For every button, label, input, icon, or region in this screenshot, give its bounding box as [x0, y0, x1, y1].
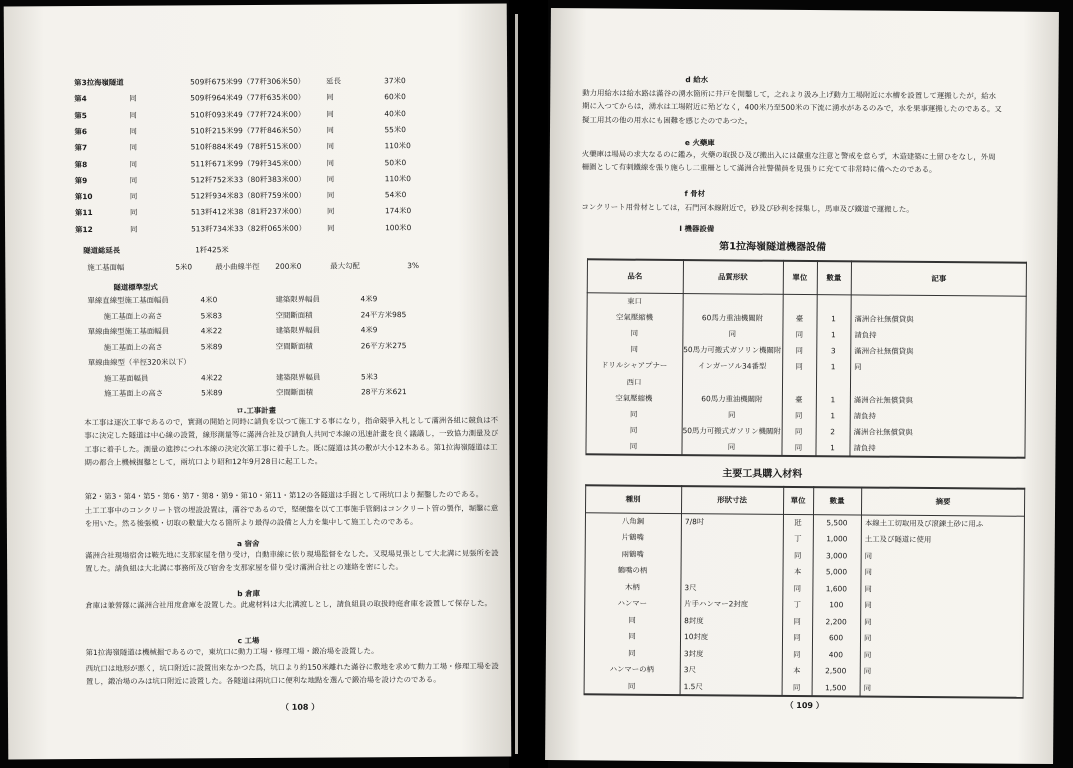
- total-label: 隧道総延長: [83, 245, 121, 256]
- equipment-cell: 滿洲合社無償貸與: [853, 395, 914, 405]
- standard-type-title: 隧道標準型式: [113, 282, 158, 292]
- materials-cell: 兩鶴嘴: [621, 549, 644, 559]
- materials-cell: 同: [793, 649, 801, 659]
- tunnel-list: [4, 3, 507, 234]
- materials-cell: 10封度: [683, 632, 709, 642]
- tunnel-length: 100米0: [385, 222, 412, 232]
- tunnel-ditto: 同: [129, 159, 138, 169]
- materials-cell: 2,200: [825, 616, 847, 627]
- tunnel-length-label: 同: [326, 141, 334, 151]
- tunnel-span: 511粁671米99（79粁345米00）: [190, 158, 306, 168]
- materials-cell: 1,600: [825, 583, 848, 594]
- materials-cell: 同: [793, 616, 801, 626]
- materials-cell: 同: [793, 583, 802, 593]
- equipment-cell: 臺: [795, 313, 804, 323]
- f-paragraph: コンクリート用骨材としては，石門河本線附近で，砂及び砂利を採集し，馬車及び鐵道で運搬した。: [581, 202, 914, 214]
- ro-title: ロ.工事計畫: [236, 405, 276, 416]
- materials-cell: 同: [864, 617, 872, 627]
- equipment-header-cell: 記事: [931, 273, 947, 283]
- tunnel-length: 40米0: [384, 108, 406, 118]
- materials-cell: 同: [628, 648, 636, 658]
- equipment-cell: 1: [831, 330, 836, 340]
- type-value: 5米83: [200, 310, 223, 320]
- equipment-cell: 請負持: [853, 411, 876, 421]
- right-page: [545, 8, 1059, 764]
- materials-header-cell: 種別: [625, 494, 641, 504]
- materials-cell: ハンマーの柄: [609, 664, 654, 675]
- tunnel-ditto: 同: [129, 126, 137, 136]
- type-key-2: 空間斷面積: [276, 387, 314, 397]
- equipment-cell: 同: [630, 328, 639, 338]
- materials-cell: 3封度: [683, 648, 704, 658]
- tunnel-length-label: 同: [326, 158, 335, 168]
- type-value-2: 26平方米275: [360, 340, 407, 350]
- equipment-cell: 2: [830, 427, 836, 437]
- materials-cell: ハンマー: [617, 598, 648, 609]
- tunnel-number: 第11: [74, 208, 93, 218]
- materials-cell: 片手ハンマー2封度: [684, 599, 749, 609]
- tunnel-span: 513粁734米33（82粁065米00）: [191, 223, 306, 234]
- type-name: 單線直線型施工基面幅員: [87, 295, 169, 306]
- equipment-cell: 東口: [627, 296, 643, 306]
- base-width-label: 施工基面幅: [87, 262, 125, 273]
- type-key-2: 空間斷面積: [275, 341, 313, 351]
- type-name: 施工基面上の高さ: [104, 388, 164, 398]
- equipment-cell: 同: [795, 410, 803, 421]
- equipment-cell: 1: [831, 314, 836, 324]
- equipment-cell: 請負持: [853, 443, 876, 453]
- right-page-number: （ 109 ）: [785, 700, 824, 711]
- tunnel-length: 60米0: [384, 92, 406, 102]
- tunnel-span: 510粁884米49（78粁515米00）: [190, 141, 306, 152]
- materials-cell: 土工及び隧道に使用: [864, 534, 932, 545]
- tunnel-length-label: 同: [327, 223, 335, 233]
- materials-cell: 100: [829, 600, 844, 610]
- equipment-cell: インガーソル34番型: [697, 361, 767, 372]
- equipment-cell: 滿洲合社無償貸與: [854, 346, 914, 357]
- materials-cell: 同: [628, 615, 636, 625]
- tunnel-number: 第9: [74, 175, 88, 185]
- materials-cell: 5,000: [825, 567, 848, 577]
- tunnel-span: 510粁093米49（77粁724米00）: [190, 109, 306, 119]
- tunnel-length: 174米0: [384, 206, 412, 216]
- equipment-right-rule: [1024, 262, 1027, 458]
- equipment-cell: 同: [630, 409, 638, 419]
- min-radius-label: 最小曲線半徑: [215, 261, 260, 272]
- total-value: 1粁425米: [195, 245, 229, 255]
- materials-cell: 400: [828, 649, 843, 660]
- d-title: d 給水: [685, 75, 709, 85]
- equipment-cell: 同: [629, 425, 638, 435]
- equipment-cell: 同: [629, 442, 638, 452]
- tunnel-span: 513粁412米38（81粁237米00）: [190, 207, 306, 217]
- materials-cell: 3,000: [826, 550, 848, 561]
- tunnel-number: 第6: [74, 126, 88, 137]
- equipment-header-cell: 品質形狀: [718, 271, 748, 282]
- type-value-2: 24平方米985: [360, 309, 407, 319]
- materials-cell: 同: [864, 567, 872, 577]
- equipment-bottom-rule: [585, 453, 1025, 458]
- tunnel-span: 512粁752米33（80粁383米00）: [190, 174, 306, 185]
- equipment-cell: 空氣壓縮機: [616, 312, 654, 322]
- materials-cell: 3尺: [683, 665, 696, 675]
- tunnel-length: 55米0: [384, 124, 406, 135]
- materials-table: [584, 484, 1026, 697]
- b-paragraph: 倉庫は兼營隊に滿洲合社用度倉庫を設置した。此處材料は大北溝渡しとし，請負組員の取扱時庭倉庫を設置して保存した。: [85, 598, 492, 611]
- type-name: 施工基面上の高さ: [103, 342, 163, 352]
- tunnel-ditto: 同: [129, 208, 138, 218]
- tunnel-span: 512粁934米83（80粁759米00）: [190, 190, 306, 201]
- materials-cell: 同: [863, 666, 872, 676]
- materials-cell: 鶴嘴の柄: [617, 565, 648, 576]
- equipment-header-cell: 單位: [792, 272, 808, 282]
- tunnel-length: 50米0: [384, 157, 407, 167]
- equipment-header-cell: 數量: [826, 272, 842, 282]
- equipment-col-rule: [849, 260, 852, 456]
- min-radius-value: 200米0: [275, 261, 302, 271]
- type-key-2: 建築限界幅員: [275, 325, 321, 335]
- c-title: c 工場: [237, 635, 260, 646]
- equipment-top-rule: [587, 258, 1027, 263]
- type-name: 施工基面上の高さ: [103, 311, 163, 321]
- d-paragraph: 動力用給水は給水路は滿谷の湧水箇所に井戸を開鑿して，之れより汲み上げ動力工場附近に水槽を設置して運搬したが，給水期に入つてからは，湧水は工場附近に殆どなく，400米乃至500米の下流に湧水があるのみで，水を果事運搬したのである。又擬工用其の他の用水にも困難を感じたのであつた。: [582, 88, 1002, 126]
- materials-cell: 片鶴嘴: [621, 532, 644, 543]
- equipment-cell: 滿洲合社無償貸與: [853, 427, 913, 438]
- materials-bottom-rule: [584, 693, 1024, 698]
- equipment-cell: 同: [854, 362, 862, 372]
- materials-cell: 3尺: [684, 582, 697, 592]
- ro-paragraph-2: 第2・第3・第4・第5・第6・第7・第8・第9・第10・第11・第12の各隧道は手掘として兩坑口より掘鑿したのである。: [84, 489, 484, 502]
- materials-cell: 同: [793, 633, 801, 643]
- materials-cell: 同: [864, 600, 872, 610]
- tunnel-ditto: 同: [129, 191, 138, 201]
- equipment-cell: 同: [795, 346, 804, 356]
- tunnel-ditto: 同: [129, 142, 138, 152]
- materials-cell: 7/8吋: [684, 516, 705, 526]
- ro-paragraph-3: 土工工事中のコンクリート管の埋設設置は，滿谷であるので，堅硬盤を以て工事施手管網はコンクリート管の製作，堀鑿に意を用いた。然る後張模・切取の數量大なる箇所より最得の設備と人力を集中して施工したのである。: [84, 503, 499, 529]
- type-value: 5米89: [200, 341, 223, 351]
- type-value: 4米22: [200, 372, 223, 382]
- materials-cell: 同: [627, 681, 636, 691]
- a-paragraph: 滿洲合社現場宿舍は鞍先地に支那家屋を借り受け，自動車線に依り現場監督をなした。又現場見張として大北溝に見張所を設置した。請負組は大北溝に事務所及び宿舍を支那家屋を借り受け滿洲合社との連絡を密にした。: [85, 548, 499, 574]
- left-page: [4, 3, 512, 759]
- c-paragraph: 第1拉海嶺隧道は機械掘であるので，東坑口に動力工場・修理工場・鍛冶場を設置した。: [85, 646, 379, 658]
- base-width-value: 5米0: [175, 262, 193, 272]
- materials-cell: 同: [628, 631, 636, 641]
- materials-cell: 5,500: [826, 517, 848, 528]
- f-title: f 骨材: [684, 189, 706, 199]
- equipment-cell: 同: [728, 329, 737, 339]
- materials-cell: 8封度: [684, 615, 704, 625]
- tunnel-length-label: 延長: [326, 76, 341, 86]
- tunnel-number: 第5: [74, 110, 87, 120]
- page-edge: [515, 14, 518, 754]
- c-paragraph-2: 西坑口は地形が悪く，坑口附近に設置出來なかつた爲，坑口より約150米離れた滿谷に敷地を求めて動力工場・修理工場を設置し，鍛冶場のみは坑口附近に設置した。各隧道は兩坑口に便利な地點を選んで鍛冶場を設けたのである。: [85, 661, 499, 687]
- materials-cell: 600: [828, 633, 844, 643]
- equipment-cell: 空氣壓縮機: [615, 393, 653, 403]
- equipment-cell: 50馬力可搬式ガソリン機關附: [682, 426, 781, 437]
- type-value-2: 4米9: [360, 325, 378, 335]
- type-name: 單線曲線型（半徑320米以下）: [87, 357, 191, 368]
- tunnel-ditto: 同: [130, 224, 138, 234]
- materials-table-title: 主要工具購入材料: [722, 468, 803, 481]
- equipment-cell: 1: [830, 395, 836, 405]
- type-value-2: 28平方米621: [361, 387, 407, 397]
- tunnel-ditto: 同: [129, 94, 137, 104]
- materials-header-cell: 形狀寸法: [717, 494, 747, 505]
- equipment-cell: 同: [727, 442, 736, 452]
- materials-cell: 同: [792, 682, 801, 692]
- tunnel-span: 510粁215米99（77粁846米50）: [190, 125, 306, 136]
- equipment-cell: 1: [830, 443, 835, 453]
- type-key-2: 空間斷面積: [275, 310, 313, 320]
- type-name: 施工基面幅員: [103, 373, 149, 383]
- equipment-cell: 3: [830, 346, 836, 356]
- type-value-2: 4米9: [360, 294, 378, 304]
- equipment-cell: 1: [830, 411, 836, 421]
- materials-cell: 同: [864, 584, 872, 594]
- equipment-cell: 60馬力重油機關附: [701, 394, 763, 404]
- materials-cell: 1,500: [825, 682, 847, 693]
- type-key-2: 建築限界幅員: [275, 372, 321, 382]
- materials-top-rule: [585, 484, 1025, 489]
- materials-cell: 丁: [793, 600, 802, 610]
- tunnel-length: 54米0: [384, 190, 407, 200]
- tunnel-length: 110米0: [384, 141, 411, 151]
- tunnel-length-label: 同: [326, 174, 335, 184]
- tunnel-number: 第7: [74, 143, 88, 153]
- materials-cell: 同: [863, 633, 872, 643]
- equipment-table-title: 第1拉海嶺隧道機器設備: [719, 241, 827, 254]
- materials-cell: 本: [793, 666, 801, 676]
- equipment-cell: 同: [794, 443, 803, 453]
- equipment-cell: 同: [795, 362, 803, 372]
- equipment-cell: 同: [728, 410, 736, 420]
- type-value: 4米0: [200, 295, 218, 305]
- tunnel-length-label: 同: [326, 109, 334, 119]
- e-paragraph: 火藥庫は場局の求大なるのに鑑み，火藥の取扱ひ及び搬出入には嚴重な注意と警戒を怠らず，木造建築に土留ひをなし，外周柵圍として有刺鐵線を張り施らし二重柵として滿洲合社警備員を見張りに充てて非常時に備へたのである。: [581, 149, 996, 175]
- materials-cell: 同: [863, 650, 872, 660]
- equipment-cell: 臺: [795, 394, 803, 404]
- tunnel-number: 第12: [75, 224, 93, 234]
- materials-cell: 瓩: [794, 517, 802, 527]
- tunnel-length-label: 同: [326, 206, 335, 216]
- materials-cell: 本: [793, 567, 802, 577]
- tunnel-number: 第8: [74, 159, 88, 169]
- materials-cell: 八角鋼: [621, 516, 645, 526]
- e-title: e 火藥庫: [684, 138, 715, 148]
- tunnel-ditto: 同: [129, 175, 138, 185]
- equipment-cell: 50馬力可搬式ガソリン機關附: [683, 345, 782, 356]
- tunnel-number: 第4: [74, 94, 87, 104]
- tunnel-length: 110米0: [384, 173, 411, 184]
- a-title: a 宿舍: [236, 538, 260, 549]
- materials-cell: 同: [864, 551, 873, 561]
- type-value-2: 5米3: [360, 371, 378, 381]
- equipment-cell: 同: [794, 427, 803, 437]
- tunnel-span: 509粁675米99（77粁306米50）: [190, 76, 306, 87]
- equipment-header-cell: 品名: [627, 271, 643, 281]
- materials-cell: 同: [793, 550, 802, 560]
- b-title: b 倉庫: [237, 588, 260, 599]
- tunnel-number: 第10: [74, 192, 93, 202]
- type-name: 單線曲線型施工基面幅員: [87, 326, 170, 337]
- left-page-number: （ 108 ）: [280, 702, 320, 712]
- max-grade-value: 3%: [407, 261, 420, 271]
- type-key-2: 建築限界幅員: [275, 294, 320, 304]
- equipment-cell: 同: [630, 344, 639, 354]
- tunnel-span: 509粁964米49（77粁635米00）: [190, 93, 306, 103]
- type-value: 5米89: [201, 388, 223, 398]
- materials-cell: 同: [863, 683, 872, 693]
- materials-cell: 丁: [794, 534, 802, 544]
- tunnel-number: 第3拉海嶺隧道: [74, 77, 124, 88]
- tunnel-ditto: 同: [129, 110, 137, 120]
- materials-cell: 1.5尺: [683, 681, 703, 691]
- tunnel-length-label: 同: [326, 190, 335, 200]
- equipment-cell: 同: [795, 329, 804, 340]
- equipment-cell: 1: [830, 362, 836, 372]
- equipment-cell: 滿洲合社無償貸與: [854, 314, 914, 324]
- ro-paragraph: 本工事は逐次工事であるので，實測の開始と同時に請負を以つて施工する事になり，指命競爭入札として滿洲各組に競負は不事に決定した隧道は中心線の設置，線形測量等に滿洲合社及び請負人共同で本線の迅速計畫を良く議議し，一致協力測量及び工事に着手した。測量の進捗につれ本線の決定次第工事に着手した。既に隧道は其の數が大小12本ある。第1拉海嶺隧道は工期の都合上機械掘鑿として，兩坑口より昭和12年9月28日に起工した。: [84, 415, 499, 468]
- materials-header-cell: 數量: [829, 495, 845, 505]
- tunnel-length: 37米0: [384, 76, 406, 86]
- type-value: 4米22: [200, 326, 223, 336]
- tunnel-length-label: 同: [326, 125, 334, 135]
- equipment-cell: 請負持: [854, 330, 877, 340]
- equipment-cell: 60馬力重油機關附: [701, 313, 764, 323]
- materials-cell: 2,500: [825, 666, 847, 676]
- tunnel-length-label: 同: [326, 92, 334, 102]
- materials-cell: 木柄: [624, 582, 640, 592]
- equipment-cell: 西口: [626, 377, 642, 387]
- equipment-table: [585, 258, 1027, 457]
- materials-header-cell: 摘要: [935, 496, 951, 506]
- materials-cell: 本線土工切取用及び滾鍊土砂に用ふ: [864, 518, 984, 529]
- max-grade-label: 最大勾配: [330, 261, 360, 271]
- equipment-cell: ドリルシャアプナー: [601, 360, 668, 371]
- i-title: I 機器設備: [679, 224, 715, 234]
- materials-cell: 1,000: [826, 534, 848, 544]
- materials-header-cell: 單位: [790, 495, 806, 505]
